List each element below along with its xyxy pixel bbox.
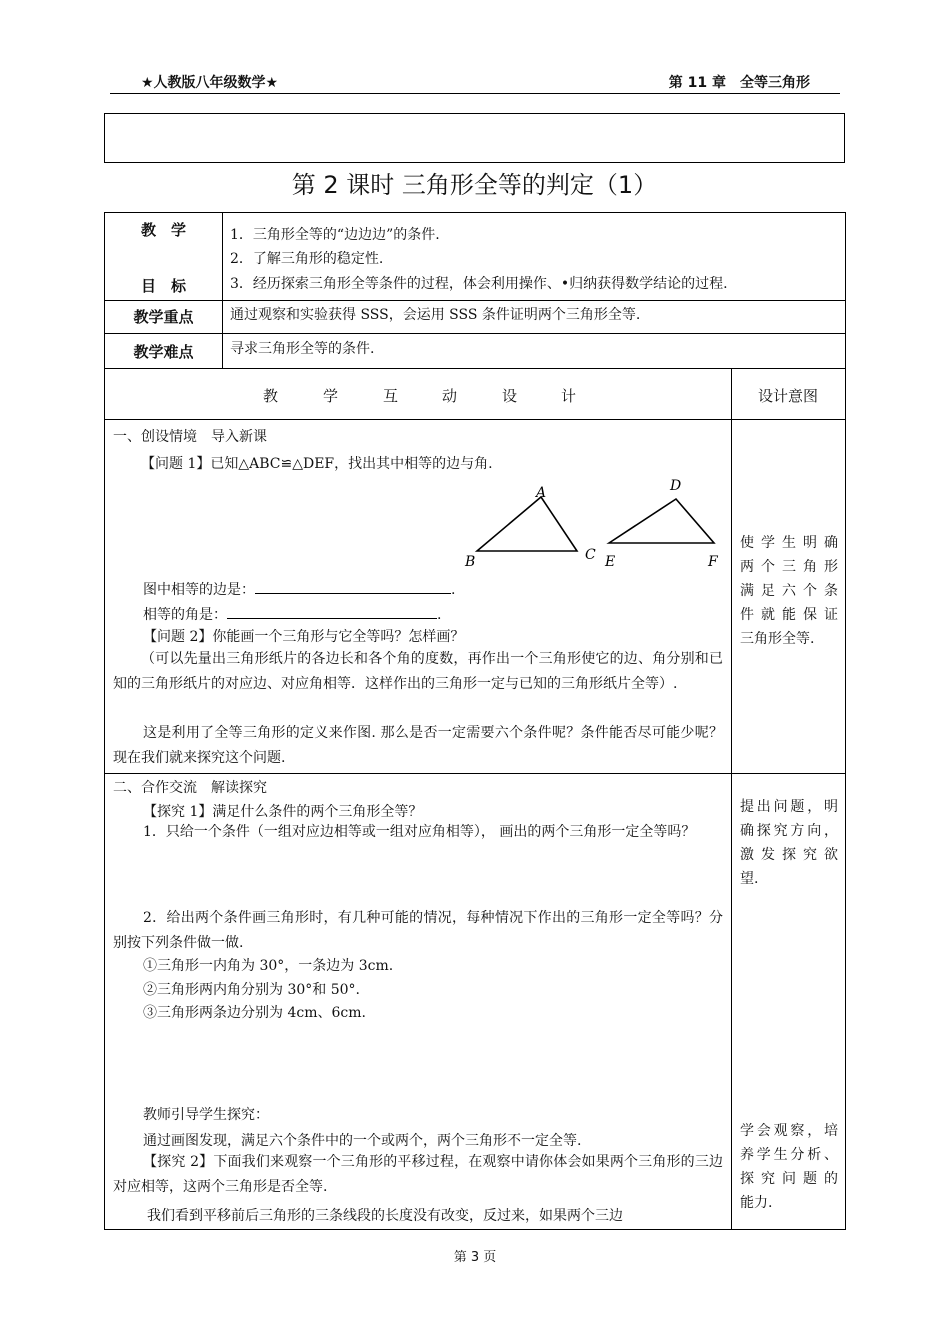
section1-design-intent bbox=[740, 531, 838, 651]
label-column-rule bbox=[222, 213, 223, 368]
design-header-char: 互 bbox=[383, 387, 399, 405]
intent-line: 使学生明确 bbox=[740, 535, 838, 551]
intent-line: 确探究方向， bbox=[740, 823, 838, 839]
page-number: 第 3 页 bbox=[453, 1250, 497, 1265]
section1-conclusion: 这是利用了全等三角形的定义来作图. 那么是否一定需要六个条件呢？条件能否尽可能少呢？现在我们就来探究这个问题. bbox=[113, 725, 723, 766]
side-column-rule bbox=[731, 368, 732, 1230]
intent-line: 满足六个条 bbox=[740, 583, 838, 599]
row-rule bbox=[105, 368, 845, 369]
intent-line: 学会观察，培 bbox=[740, 1123, 838, 1139]
intent-line: 提出问题，明 bbox=[740, 799, 838, 815]
header-left: ★人教版八年级数学★ bbox=[141, 75, 279, 91]
design-header-char: 学 bbox=[323, 387, 339, 405]
design-header-char: 设 bbox=[502, 387, 518, 405]
explore-2: 【探究 2】下面我们来观察一个三角形的平移过程，在观察中请你体会如果两个三角形的三边对应相等，这两个三角形是否全等. bbox=[113, 1154, 723, 1195]
vertex-label-b: B bbox=[465, 554, 476, 570]
top-empty-box bbox=[104, 113, 845, 163]
objective-item: 1．三角形全等的“边边边”的条件. bbox=[230, 227, 440, 243]
intent-line: 三角形全等. bbox=[740, 631, 815, 647]
explore-1-q2: 2．给出两个条件画三角形时，有几种可能的情况，每种情况下作出的三角形一定全等吗？分别按下列条件做一做. bbox=[113, 910, 723, 951]
section2-design-intent-1 bbox=[740, 795, 838, 891]
design-header-char: 动 bbox=[442, 387, 458, 405]
condition-3: ③三角形两条边分别为 4cm、6cm. bbox=[143, 1005, 366, 1021]
triangle-def bbox=[609, 499, 714, 543]
design-header-char: 计 bbox=[561, 387, 577, 405]
triangle-abc bbox=[477, 497, 577, 551]
difficulty-label: 教学难点 bbox=[133, 343, 194, 361]
explore-1-q1: 1．只给一个条件（一组对应边相等或一组对应角相等）， 画出的两个三角形一定全等吗？ bbox=[143, 824, 696, 840]
row-rule bbox=[105, 419, 845, 420]
difficulty-text: 寻求三角形全等的条件. bbox=[230, 341, 375, 357]
condition-2: ②三角形两内角分别为 30°和 50°. bbox=[143, 982, 360, 998]
period: . bbox=[451, 582, 456, 598]
intent-line: 望. bbox=[740, 871, 759, 887]
lesson-plan-table bbox=[104, 212, 846, 1230]
key-point-text: 通过观察和实验获得 SSS，会运用 SSS 条件证明两个三角形全等. bbox=[230, 307, 641, 323]
design-header-char: 教 bbox=[263, 387, 279, 405]
condition-1: ①三角形一内角为 30°，一条边为 3cm. bbox=[143, 958, 394, 974]
explore-1: 【探究 1】满足什么条件的两个三角形全等？ bbox=[143, 804, 423, 820]
period: . bbox=[437, 607, 442, 623]
row-rule bbox=[105, 773, 845, 774]
intent-line: 探究问题的 bbox=[740, 1171, 838, 1187]
question-2-method: （可以先量出三角形纸片的各边长和各个角的度数，再作出一个三角形使它的边、角分别和已知的三角形纸片的对应边、对应角相等．这样作出的三角形一定与已知的三角形纸片全等）. bbox=[113, 651, 723, 692]
objective-item: 3．经历探索三角形全等条件的过程，体会利用操作、•归纳获得数学结论的过程. bbox=[230, 276, 728, 292]
equal-sides-blank bbox=[255, 579, 451, 594]
lesson-title: 第 2 课时 三角形全等的判定（1） bbox=[291, 171, 658, 199]
equal-angles-blank bbox=[227, 604, 437, 619]
row-rule bbox=[105, 300, 845, 301]
vertex-label-c: C bbox=[585, 547, 596, 563]
key-point-label: 教学重点 bbox=[133, 308, 194, 326]
design-intent-header: 设计意图 bbox=[757, 387, 818, 405]
vertex-label-a: A bbox=[536, 485, 547, 501]
intent-line: 能力. bbox=[740, 1195, 773, 1211]
objective-item: 2．了解三角形的稳定性. bbox=[230, 251, 384, 267]
vertex-label-f: F bbox=[708, 554, 718, 570]
intent-line: 激发探究欲 bbox=[740, 847, 838, 863]
question-1: 【问题 1】已知△ABC≌△DEF，找出其中相等的边与角. bbox=[141, 456, 493, 472]
row-rule bbox=[105, 333, 845, 334]
teacher-guide: 教师引导学生探究： bbox=[143, 1107, 269, 1123]
equal-sides-line bbox=[143, 579, 455, 600]
vertex-label-d: D bbox=[670, 478, 682, 494]
header-right: 第 11 章 全等三角形 bbox=[668, 75, 810, 91]
equal-angles-label: 相等的角是： bbox=[143, 607, 227, 623]
congruent-triangles-figure bbox=[455, 475, 725, 575]
objectives-label-top: 教 学 bbox=[140, 221, 186, 239]
objectives-label-bottom: 目 标 bbox=[140, 277, 186, 295]
intent-line: 养学生分析、 bbox=[740, 1147, 838, 1163]
finding: 通过画图发现，满足六个条件中的一个或两个，两个三角形不一定全等. bbox=[143, 1133, 582, 1149]
equal-sides-label: 图中相等的边是： bbox=[143, 582, 255, 598]
header-rule bbox=[110, 93, 840, 94]
continued-text: 我们看到平移前后三角形的三条线段的长度没有改变，反过来，如果两个三边 bbox=[147, 1208, 623, 1224]
intent-line: 两个三角形 bbox=[740, 559, 838, 575]
question-2: 【问题 2】你能画一个三角形与它全等吗？怎样画？ bbox=[143, 629, 465, 645]
section2-heading: 二、合作交流 解读探究 bbox=[113, 780, 267, 796]
intent-line: 件就能保证 bbox=[740, 607, 838, 623]
section2-design-intent-2 bbox=[740, 1119, 838, 1215]
vertex-label-e: E bbox=[605, 554, 616, 570]
section1-heading: 一、创设情境 导入新课 bbox=[113, 429, 267, 445]
equal-angles-line bbox=[143, 604, 441, 625]
